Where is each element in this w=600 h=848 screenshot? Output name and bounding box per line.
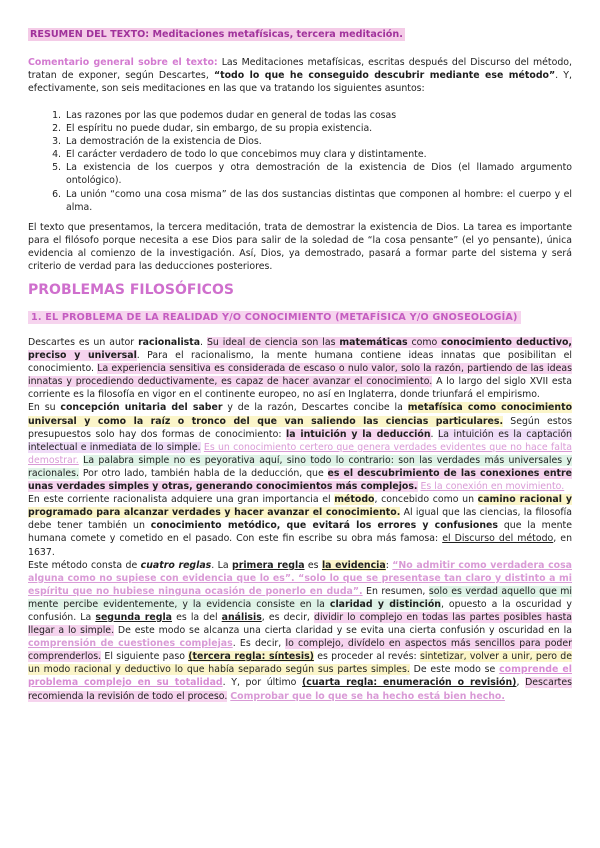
intro-quote: “todo lo que he conseguido descubrir mediante ese método” (213, 70, 556, 82)
list-item: 3. La demostración de la existencia de Dios. (64, 135, 572, 148)
list-item: 1. Las razones por las que podemos dudar en general de todas las cosas (64, 109, 572, 122)
intro-paragraph: Comentario general sobre el texto: Las Meditaciones metafísicas, escritas después del Discurso del método, tratan de exponer, según Descartes, “todo lo que he conseguido descubrir mediante ese método”. Y, efectivamente, son seis meditaciones en las que va tratando los siguientes asuntos: (28, 57, 573, 95)
body-paragraph: En su concepción unitaria del saber y de la razón, Descartes concibe la metafísica como conocimiento universal y como la raíz o tronco del que van saliendo las ciencias particulares. Según estos presupuestos solo hay dos formas de conocimiento: la intuición y la deducción. La intuición es la captación intelectual e inmediata de lo simple. Es un conocimiento certero que genera verdades evidentes que no hace falta demostrar. La palabra simple no es peyorativa aquí, sino todo lo contrario: son las verdades más universales y racionales. Por otro lado, también habla de la deducción, que es el descubrimiento de las conexiones entre unas verdades simples y otras, generando conocimientos más complejos. Es la conexión en movimiento. (28, 402, 573, 493)
body-paragraph: Descartes es un autor racionalista. Su ideal de ciencia son las matemáticas como conocimiento deductivo, preciso y universal. Para el racionalismo, la mente humana contiene ideas innatas que posibilitan el conocimiento. La experiencia sensitiva es considerada de escaso o nulo valor, solo la razón, partiendo de las ideas innatas y procediendo deductivamente, es capaz de hacer avanzar el conocimiento. A lo largo del siglo XVII esta corriente es la filosofía en vigor en el continente europeo, no así en Inglaterra, donde triunfará el empirismo. (28, 337, 572, 401)
list-item: 6. La unión “como una cosa misma” de las dos sustancias distintas que componen al hombre: el cuerpo y el alma. (64, 188, 572, 214)
body-paragraph: En este corriente racionalista adquiere una gran importancia el método, concebido como un camino racional y programado para alcanzar verdades y hacer avanzar el conocimiento. Al igual que las ciencias, la filosofía debe tener también un conocimiento metódico, que evitará los errores y confusiones que la mente humana comete y cometido en el pasado. Con este fin escribe su obra más famosa: el Discurso del método, en 1637. (28, 494, 573, 558)
subheading: 1. EL PROBLEMA DE LA REALIDAD Y/O CONOCIMIENTO (METAFÍSICA Y/O GNOSEOLOGÍA) (28, 311, 521, 324)
section-heading: PROBLEMAS FILOSÓFICOS (28, 282, 234, 298)
body-paragraph: Este método consta de cuatro reglas. La primera regla es la evidencia: “No admitir como verdadera cosa alguna como no supiese con evidencia que lo es”. “solo lo que se presentase tan claro y distinto a mi espíritu que no hubiese ninguna ocasión de ponerlo en duda”. En resumen, solo es verdad aquello que mi mente percibe evidentemente, y la evidencia consiste en la claridad y distinción, opuesto a la oscuridad y confusión. La segunda regla es la del análisis, es decir, dividir lo complejo en todas las partes posibles hasta llegar a lo simple. De este modo se alcanza una cierta claridad y se evita una cierta confusión y oscuridad en la comprensión de cuestiones complejas. Es decir, lo complejo, divídelo en aspectos más sencillos para poder comprenderlos. El siguiente paso (tercera regla: síntesis) es proceder al revés: sintetizar, volver a unir, pero de un modo racional y deductivo lo que había separado según sus partes simples. De este modo se comprende el problema complejo en su totalidad. Y, por último (cuarta regla: enumeración o revisión), Descartes recomienda la revisión de todo el proceso. Comprobar que lo que se ha hecho está bien hecho. (28, 559, 573, 702)
paragraph-tercera-meditacion: El texto que presentamos, la tercera meditación, trata de demostrar la existencia de Dios. La tarea es importante para el filósofo porque necesita a ese Dios para salir de la soledad de “la cosa pensante” (el yo pensante), única evidencia al comienzo de la investigación. Así, Dios, ya demostrado, pasará a formar parte del sistema y será criterio de verdad para las deducciones posteriores. (28, 222, 572, 273)
list-item: 2. El espíritu no puede dudar, sin embargo, de su propia existencia. (64, 122, 572, 135)
list-item: 5. La existencia de los cuerpos y otra demostración de la existencia de Dios (el llamado argumento ontológico). (64, 161, 572, 187)
document-title: RESUMEN DEL TEXTO: Meditaciones metafísicas, tercera meditación. (30, 29, 403, 40)
intro-label: Comentario general sobre el texto: (28, 57, 218, 68)
list-item: 4. El carácter verdadero de todo lo que concebimos muy clara y distintamente. (64, 148, 572, 161)
body-text (28, 336, 572, 703)
topics-list (28, 109, 572, 214)
